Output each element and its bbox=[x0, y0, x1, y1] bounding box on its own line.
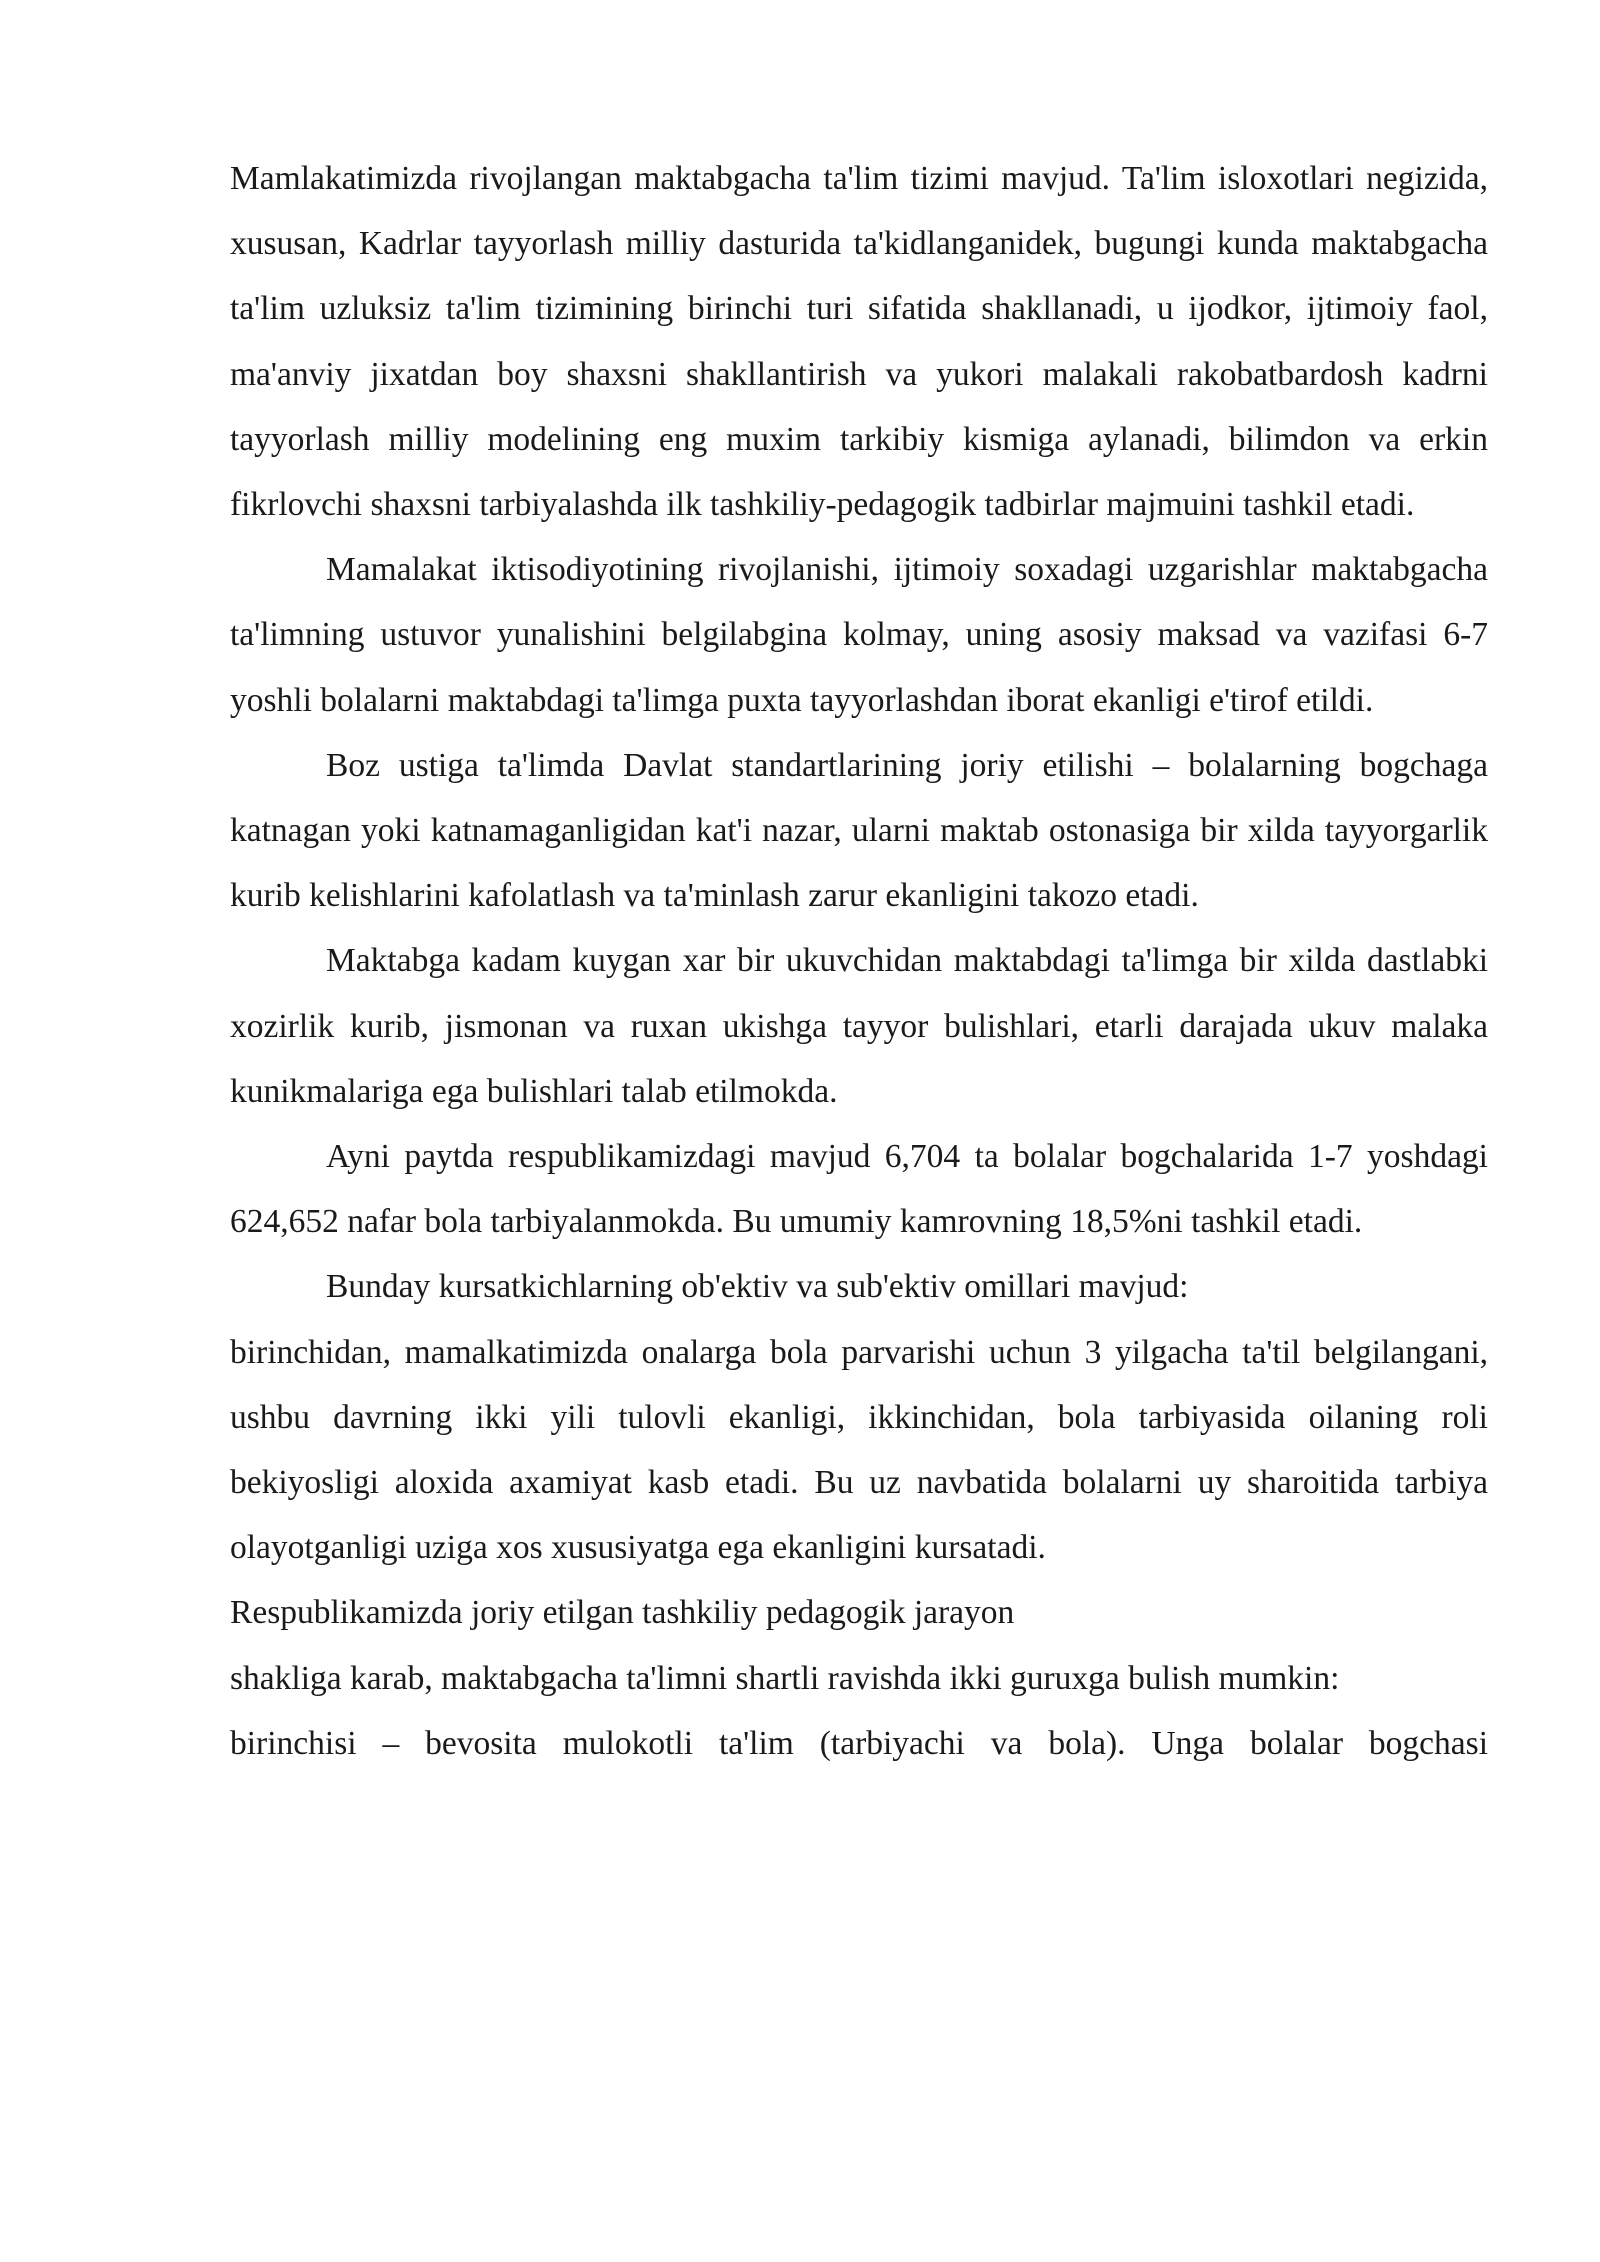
paragraph-standards: Boz ustiga ta'limda Davlat standartlarining joriy etilishi – bolalarning bogchaga katnagan yoki katnamaganligidan kat'i nazar, ularni maktab ostonasiga bir xilda tayyorgarlik kurib kelishlarini kafolatlash va ta'minlash zarur ekanligini takozo etadi. bbox=[230, 746, 1488, 915]
document-body bbox=[230, 146, 1488, 1776]
paragraph-first-type: birinchisi – bevosita mulokotli ta'lim (tarbiyachi va bola). Unga bolalar bogchasi bbox=[230, 1724, 1488, 1762]
paragraph-process: Respublikamizda joriy etilgan tashkiliy pedagogik jarayon bbox=[230, 1594, 1015, 1632]
paragraph-statistics: Ayni paytda respublikamizdagi mavjud 6,704 ta bolalar bogchalarida 1-7 yoshdagi 624,652 nafar bola tarbiyalanmokda. Bu umumiy kamrovning 18,5%ni tashkil etadi. bbox=[230, 1138, 1488, 1241]
paragraph-intro: Mamlakatimizda rivojlangan maktabgacha ta'lim tizimi mavjud. Ta'lim isloxotlari negizida, xususan, Kadrlar tayyorlash milliy dasturida ta'kidlanganidek, bugungi kunda maktabgacha ta'lim uzluksiz ta'lim tizimining birinchi turi sifatida shakllanadi, u ijodkor, ijtimoiy faol, ma'anviy jixatdan boy shaxsni shakllantirish va yukori malakali rakobatbardosh kadrni tayyorlash milliy modelining eng muxim tarkibiy kismiga aylanadi, bilimdon va erkin fikrlovchi shaxsni tarbiyalashda ilk tashkiliy-pedagogik tadbirlar majmuini tashkil etadi. bbox=[230, 160, 1488, 524]
paragraph-economy: Mamalakat iktisodiyotining rivojlanishi, ijtimoiy soxadagi uzgarishlar maktabgacha ta'limning ustuvor yunalishini belgilabgina kolmay, uning asosiy maksad va vazifasi 6-7 yoshli bolalarni maktabdagi ta'limga puxta tayyorlashdan iborat ekanligi e'tirof etildi. bbox=[230, 551, 1488, 719]
paragraph-factors: birinchidan, mamalkatimizda onalarga bola parvarishi uchun 3 yilgacha ta'til belgilangani, ushbu davrning ikki yili tulovli ekanligi, ikkinchidan, bola tarbiyasida oilaning roli bekiyosligi aloxida axamiyat kasb etadi. Bu uz navbatida bolalarni uy sharoitida tarbiya olayotganligi uziga xos xususiyatga ega ekanligini kursatadi. bbox=[230, 1333, 1488, 1567]
paragraph-classification: shakliga karab, maktabgacha ta'limni shartli ravishda ikki guruxga bulish mumkin: bbox=[230, 1659, 1340, 1697]
paragraph-readiness: Maktabga kadam kuygan xar bir ukuvchidan maktabdagi ta'limga bir xilda dastlabki xozirlik kurib, jismonan va ruxan ukishga tayyor bulishlari, etarli darajada ukuv malaka kunikmalariga ega bulishlari talab etilmokda. bbox=[230, 942, 1488, 1110]
paragraph-factors-heading: Bunday kursatkichlarning ob'ektiv va sub'ektiv omillari mavjud: bbox=[326, 1268, 1189, 1306]
